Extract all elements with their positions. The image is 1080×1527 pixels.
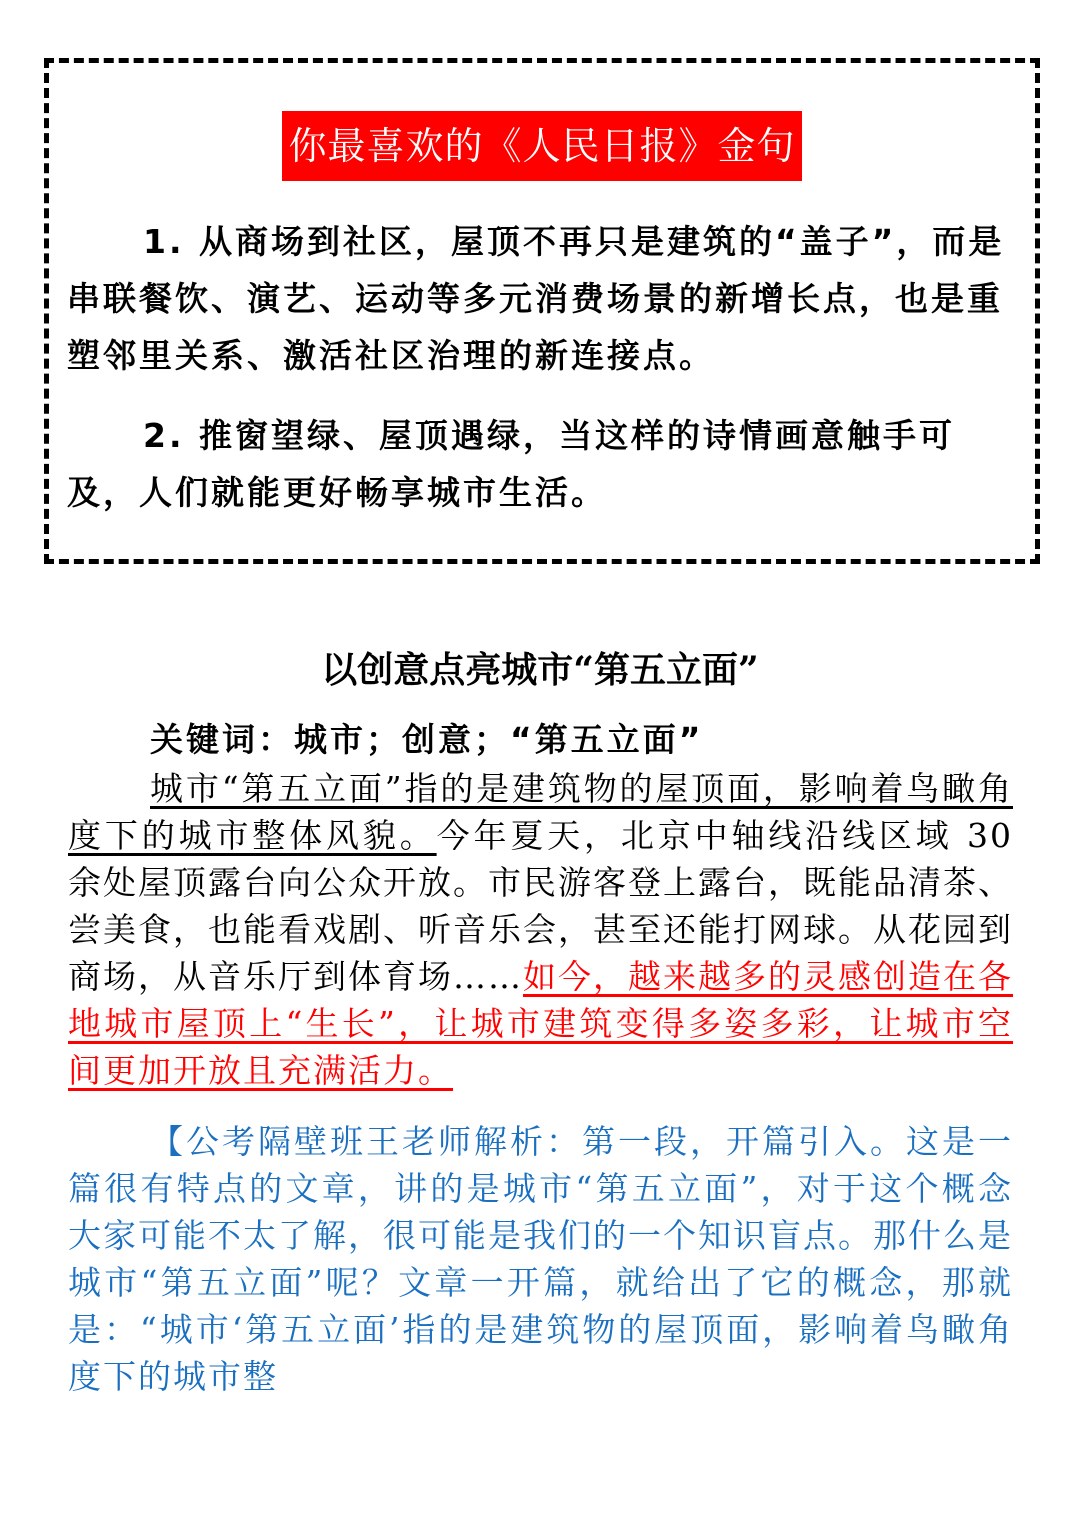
quote-1: 1. 从商场到社区，屋顶不再只是建筑的“盖子”，而是串联餐饮、演艺、运动等多元消费场景的新增长点，也是重塑邻里关系、激活社区治理的新连接点。 — [67, 222, 1005, 375]
analysis-paragraph: 【公考隔壁班王老师解析：第一段，开篇引入。这是一篇很有特点的文章，讲的是城市“第五立面”，对于这个概念大家可能不太了解，很可能是我们的一个知识盲点。那什么是城市“第五立面”呢？文章一开篇，就给出了它的概念，那就是：“城市‘第五立面’指的是建筑物的屋顶面，影响着鸟瞰角度下的城市整 — [68, 1122, 1013, 1396]
highlighted-red-text: 如今，越来越多的灵感创造在各地城市屋顶上“生长”，让城市建筑变得多姿多彩，让城市空间更加开放且充满活力。 — [68, 957, 1013, 1090]
paragraph-1 — [68, 765, 1013, 1094]
paragraph-1-body: 今年夏天，北京中轴线沿线区域 30 余处屋顶露台向公众开放。市民游客登上露台，既能品清茶、尝美食，也能看戏剧、听音乐会，甚至还能打网球。从花园到商场，从音乐厅到体育场…… — [68, 816, 1013, 996]
article-title: 以创意点亮城市“第五立面” — [321, 649, 759, 691]
keywords: 关键词：城市；创意；“第五立面” — [150, 720, 704, 759]
box-title-wrap — [49, 111, 1035, 181]
definition-underlined-text: 城市“第五立面”指的是建筑物的屋顶面，影响着鸟瞰角度下的城市整体风貌。 — [68, 769, 1013, 855]
box-title: 你最喜欢的《人民日报》金句 — [282, 111, 801, 181]
quote-box — [44, 58, 1040, 564]
quote-2: 2. 推窗望绿、屋顶遇绿，当这样的诗情画意触手可及，人们就能更好畅享城市生活。 — [67, 416, 955, 512]
